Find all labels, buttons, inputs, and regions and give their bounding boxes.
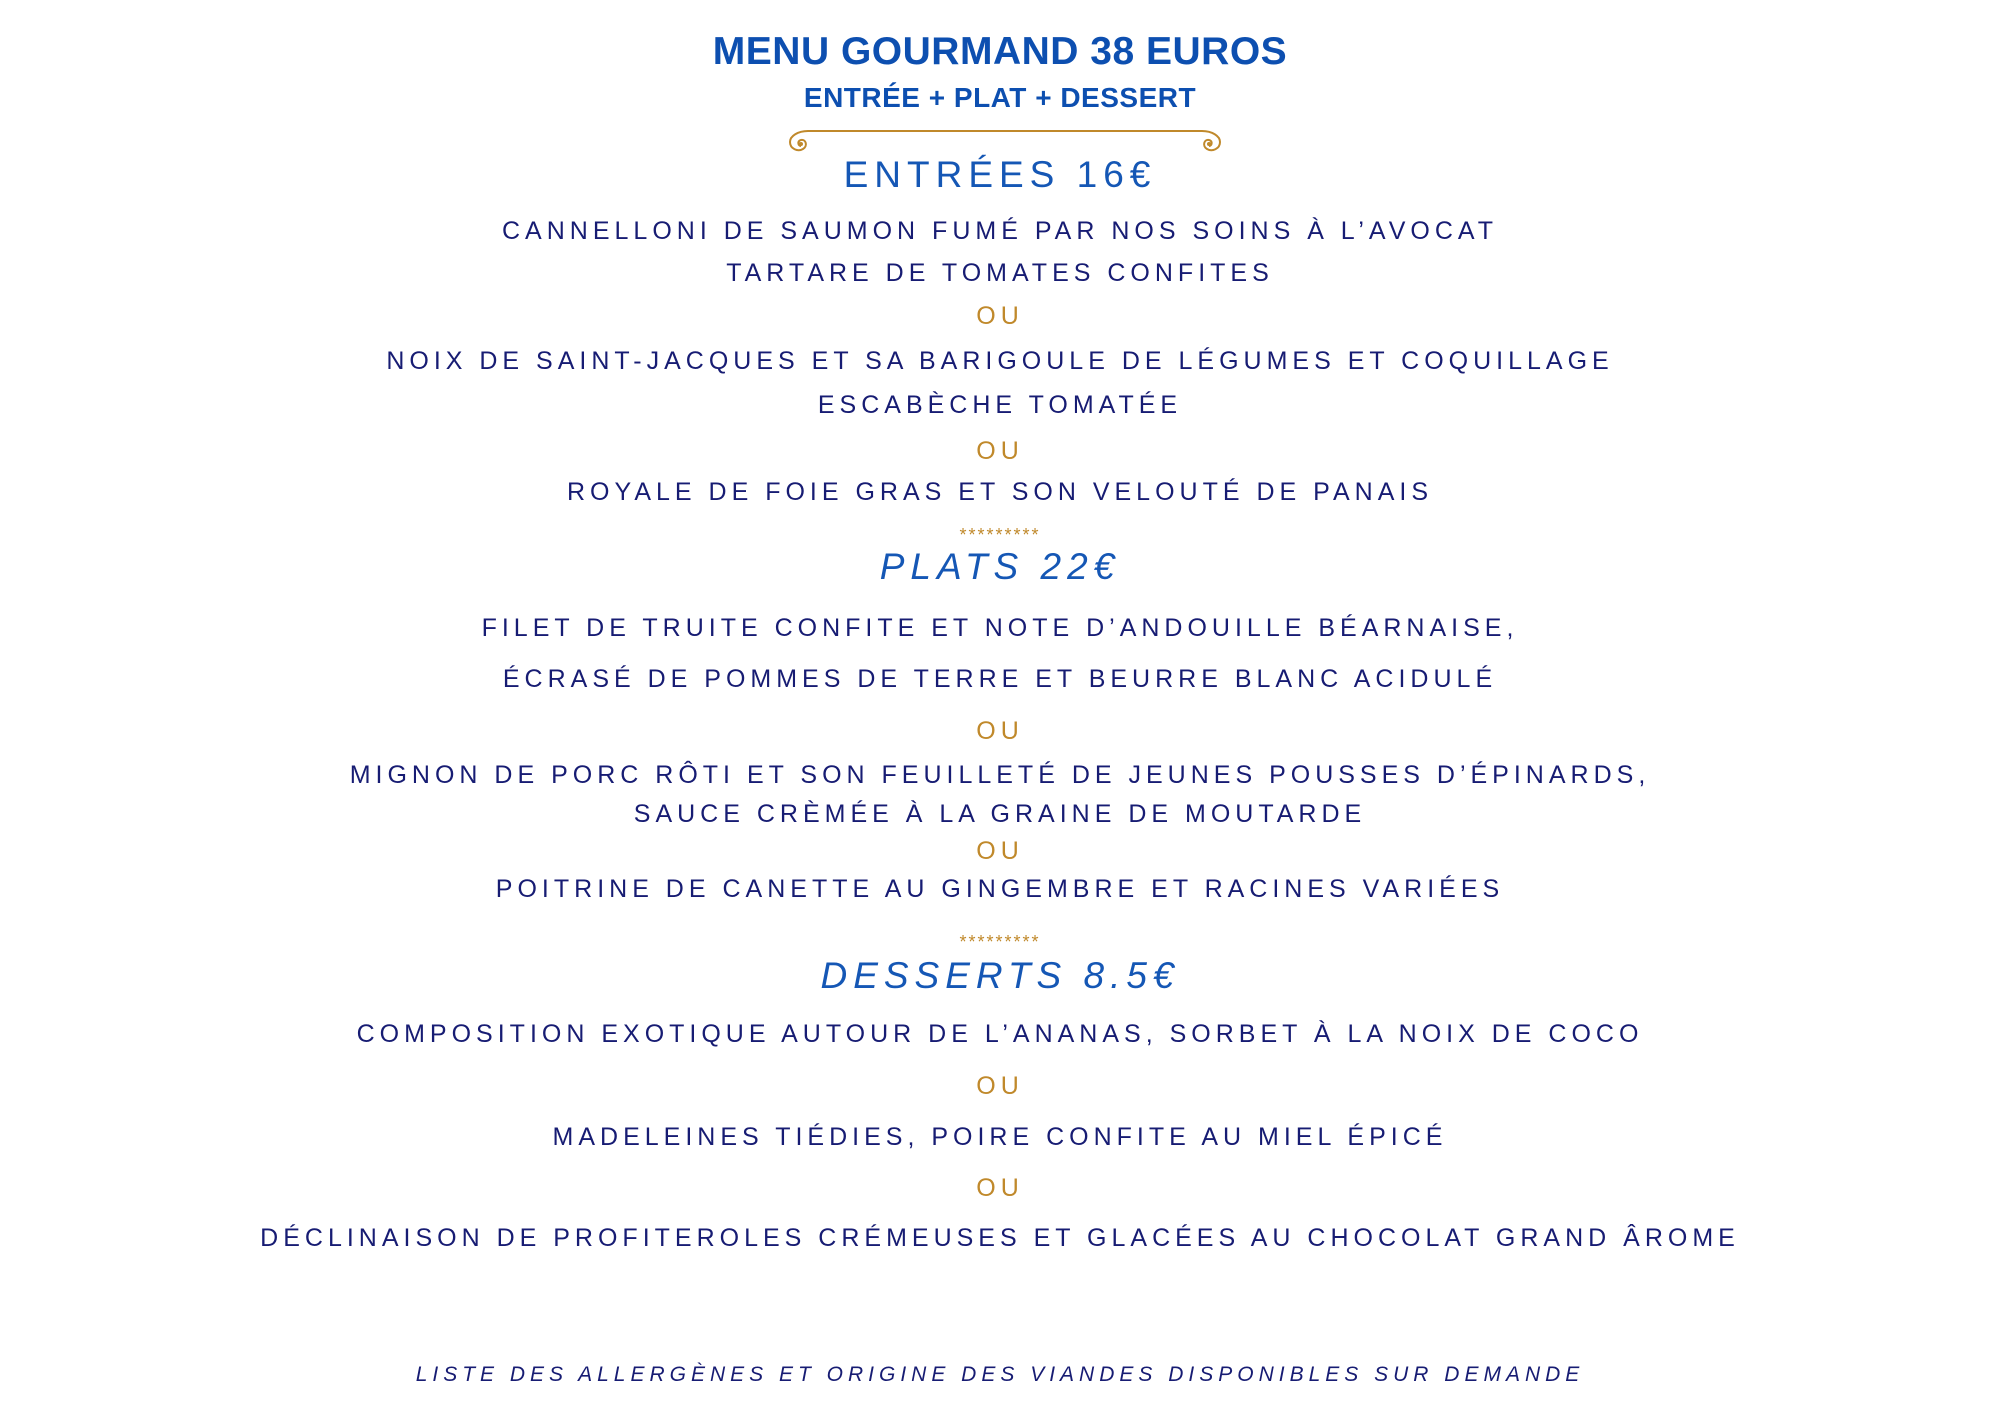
dessert-item: DÉCLINAISON DE PROFITEROLES CRÉMEUSES ET GLACÉES AU CHOCOLAT GRAND ÂROME [260, 1224, 1740, 1252]
section-title-plats: PLATS 22€ [879, 546, 1121, 587]
plat-item: FILET DE TRUITE CONFITE ET NOTE D’ANDOUILLE BÉARNAISE, [481, 614, 1519, 642]
entree-item: CANNELLONI DE SAUMON FUMÉ PAR NOS SOINS À L’AVOCAT [502, 217, 1498, 245]
section-title-entrees: ENTRÉES 16€ [843, 154, 1157, 195]
or-separator: OU [976, 1072, 1024, 1100]
stars-separator: ********* [959, 525, 1041, 545]
scroll-ornament-icon [780, 122, 1230, 156]
or-separator: OU [976, 302, 1024, 330]
plat-item: ÉCRASÉ DE POMMES DE TERRE ET BEURRE BLANC ACIDULÉ [502, 665, 1498, 693]
stars-separator: ********* [959, 932, 1041, 952]
menu-title: MENU GOURMAND 38 EUROS [712, 30, 1288, 73]
entree-item: TARTARE DE TOMATES CONFITES [726, 259, 1274, 287]
entree-item: ROYALE DE FOIE GRAS ET SON VELOUTÉ DE PANAIS [567, 478, 1433, 506]
plat-item: POITRINE DE CANETTE AU GINGEMBRE ET RACINES VARIÉES [495, 875, 1505, 903]
or-separator: OU [976, 1174, 1024, 1202]
entree-item: NOIX DE SAINT-JACQUES ET SA BARIGOULE DE LÉGUMES ET COQUILLAGE [386, 347, 1614, 375]
plat-item: MIGNON DE PORC RÔTI ET SON FEUILLETÉ DE JEUNES POUSSES D’ÉPINARDS, [349, 761, 1651, 789]
menu-subtitle: ENTRÉE + PLAT + DESSERT [803, 82, 1197, 113]
or-separator: OU [976, 717, 1024, 745]
entree-item: ESCABÈCHE TOMATÉE [817, 391, 1183, 419]
or-separator: OU [976, 837, 1024, 865]
allergen-footer-note: LISTE DES ALLERGÈNES ET ORIGINE DES VIANDES DISPONIBLES SUR DEMANDE [415, 1363, 1585, 1386]
section-title-desserts: DESSERTS 8.5€ [820, 955, 1180, 996]
or-separator: OU [976, 437, 1024, 465]
dessert-item: COMPOSITION EXOTIQUE AUTOUR DE L’ANANAS, SORBET À LA NOIX DE COCO [356, 1020, 1644, 1048]
plat-item: SAUCE CRÈMÉE À LA GRAINE DE MOUTARDE [633, 800, 1367, 828]
dessert-item: MADELEINES TIÉDIES, POIRE CONFITE AU MIEL ÉPICÉ [552, 1123, 1448, 1151]
